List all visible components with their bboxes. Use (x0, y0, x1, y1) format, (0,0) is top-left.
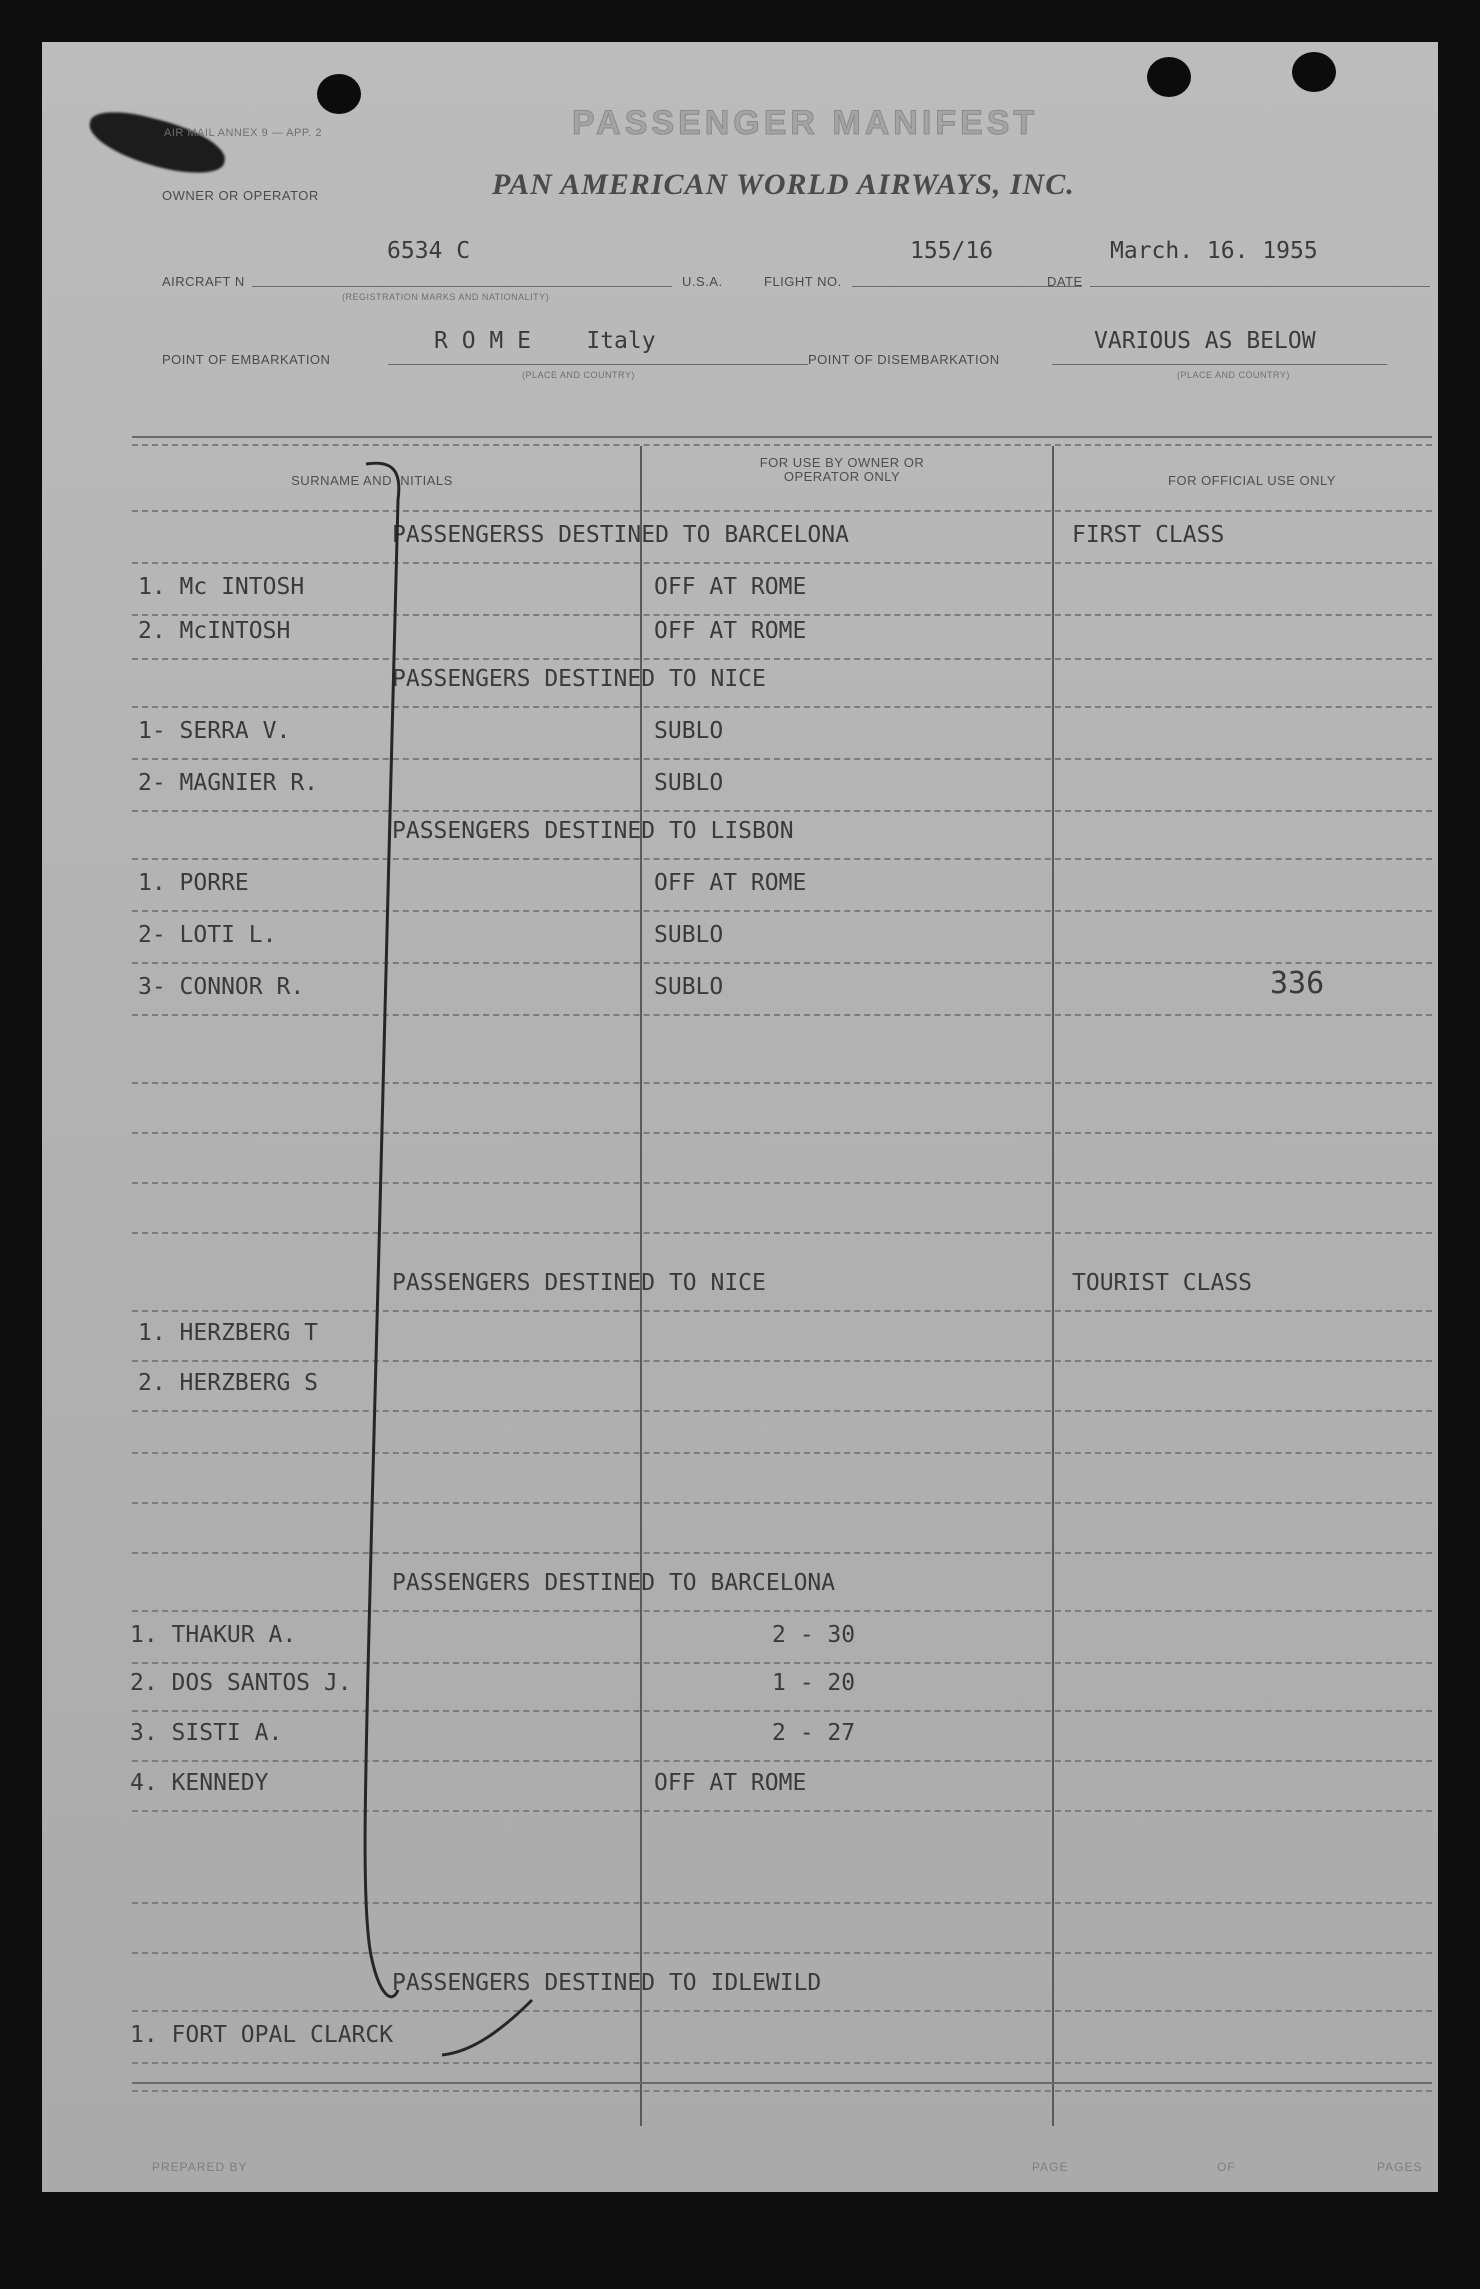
disembark-sub: (PLACE AND COUNTRY) (1177, 370, 1290, 380)
column-header-owner-use: FOR USE BY OWNER OR OPERATOR ONLY (759, 455, 925, 484)
aircraft-value: 6534 C (387, 238, 471, 264)
table-rule (132, 1810, 1432, 1812)
passenger-name: 1. FORT OPAL CLARCK (130, 2022, 394, 2048)
owner-use-note: 2 - 27 (772, 1720, 856, 1746)
passenger-name: 1. HERZBERG T (138, 1320, 319, 1346)
disembark-label: POINT OF DISEMBARKATION (808, 352, 1000, 367)
table-rule (132, 1952, 1432, 1954)
table-rule (132, 962, 1432, 964)
column-divider-2 (1052, 446, 1054, 2126)
official-use-note: 336 (1270, 966, 1325, 1001)
official-use-note: TOURIST CLASS (1072, 1270, 1253, 1296)
table-rule (132, 614, 1432, 616)
embark-underline (388, 364, 808, 365)
table-rule (132, 1662, 1432, 1664)
passenger-name: PASSENGERS DESTINED TO IDLEWILD (392, 1970, 822, 1996)
page-title: PASSENGER MANIFEST (572, 104, 1039, 142)
table-rule (132, 1082, 1432, 1084)
table-rule (132, 1310, 1432, 1312)
table-rule (132, 810, 1432, 812)
table-rule (132, 1452, 1432, 1454)
date-underline (1090, 286, 1430, 287)
aircraft-sub: (REGISTRATION MARKS AND NATIONALITY) (342, 292, 550, 302)
table-rule (132, 2010, 1432, 2012)
passenger-name: PASSENGERS DESTINED TO NICE (392, 1270, 766, 1296)
table-rule (132, 1132, 1432, 1134)
footer-of: OF (1217, 2160, 1236, 2174)
table-bottom-rule-2 (132, 2090, 1432, 2092)
table-rule (132, 1760, 1432, 1762)
embark-value: R O M E Italy (434, 328, 656, 354)
table-rule (132, 1502, 1432, 1504)
punch-hole (1147, 57, 1191, 97)
owner-use-note: SUBLO (654, 770, 724, 796)
passenger-name: 2- LOTI L. (138, 922, 277, 948)
punch-hole (317, 74, 361, 114)
passenger-name: 1- SERRA V. (138, 718, 291, 744)
table-top-rule (132, 436, 1432, 438)
passenger-name: PASSENGERS DESTINED TO LISBON (392, 818, 794, 844)
table-rule (132, 1410, 1432, 1412)
table-rule (132, 1232, 1432, 1234)
date-value: March. 16. 1955 (1110, 238, 1318, 264)
passenger-name: 2. McINTOSH (138, 618, 291, 644)
table-rule (132, 758, 1432, 760)
owner-use-note: OFF AT ROME (654, 1770, 807, 1796)
passenger-name: 2. HERZBERG S (138, 1370, 319, 1396)
table-rule (132, 2062, 1432, 2064)
flight-label: FLIGHT NO. (764, 274, 842, 289)
manifest-sheet (42, 42, 1438, 2192)
date-label: DATE (1047, 274, 1083, 289)
table-top-rule-2 (132, 444, 1432, 446)
footer-page: PAGE (1032, 2160, 1069, 2174)
aircraft-label: AIRCRAFT N (162, 274, 245, 289)
punch-hole (1292, 52, 1336, 92)
table-rule (132, 1014, 1432, 1016)
passenger-name: 4. KENNEDY (130, 1770, 269, 1796)
flight-value: 155/16 (910, 238, 994, 264)
disembark-underline (1052, 364, 1387, 365)
owner-use-note: OFF AT ROME (654, 870, 807, 896)
disembark-value: VARIOUS AS BELOW (1094, 328, 1316, 354)
column-header-official-use: FOR OFFICIAL USE ONLY (1168, 473, 1336, 488)
column-header-surname: SURNAME AND INITIALS (291, 473, 453, 488)
footer-pages: PAGES (1377, 2160, 1423, 2174)
pen-mark (362, 460, 582, 2070)
table-rule (132, 910, 1432, 912)
embark-label: POINT OF EMBARKATION (162, 352, 331, 367)
table-rule (132, 1710, 1432, 1712)
table-rule (132, 1182, 1432, 1184)
passenger-name: 1. Mc INTOSH (138, 574, 305, 600)
table-bottom-rule (132, 2082, 1432, 2084)
owner-use-note: SUBLO (654, 974, 724, 1000)
owner-use-note: OFF AT ROME (654, 574, 807, 600)
table-rule (132, 1552, 1432, 1554)
table-rule (132, 1610, 1432, 1612)
table-rule (132, 510, 1432, 512)
official-use-note: FIRST CLASS (1072, 522, 1225, 548)
passenger-name: 1. PORRE (138, 870, 249, 896)
table-rule (132, 1360, 1432, 1362)
passenger-name: PASSENGERS DESTINED TO NICE (392, 666, 766, 692)
aircraft-underline (252, 286, 672, 287)
passenger-name: 3- CONNOR R. (138, 974, 305, 1000)
table-rule (132, 1902, 1432, 1904)
owner-use-note: SUBLO (654, 922, 724, 948)
ink-smudge (84, 104, 231, 183)
passenger-name: 2- MAGNIER R. (138, 770, 319, 796)
passenger-name: 2. DOS SANTOS J. (130, 1670, 352, 1696)
passenger-name: PASSENGERSS DESTINED TO BARCELONA (392, 522, 849, 548)
table-rule (132, 562, 1432, 564)
passenger-name: 1. THAKUR A. (130, 1622, 297, 1648)
company-name: PAN AMERICAN WORLD AIRWAYS, INC. (492, 168, 1075, 201)
corner-note: AIR MAIL ANNEX 9 — APP. 2 (164, 127, 323, 139)
passenger-name: 3. SISTI A. (130, 1720, 283, 1746)
owner-use-note: 1 - 20 (772, 1670, 856, 1696)
table-rule (132, 706, 1432, 708)
owner-use-note: OFF AT ROME (654, 618, 807, 644)
passenger-name: PASSENGERS DESTINED TO BARCELONA (392, 1570, 836, 1596)
owner-use-note: SUBLO (654, 718, 724, 744)
footer-prepared: PREPARED BY (152, 2160, 248, 2174)
embark-sub: (PLACE AND COUNTRY) (522, 370, 635, 380)
owner-label: OWNER OR OPERATOR (162, 188, 319, 203)
usa-label: U.S.A. (682, 274, 723, 289)
owner-use-note: 2 - 30 (772, 1622, 856, 1648)
table-rule (132, 858, 1432, 860)
table-rule (132, 658, 1432, 660)
